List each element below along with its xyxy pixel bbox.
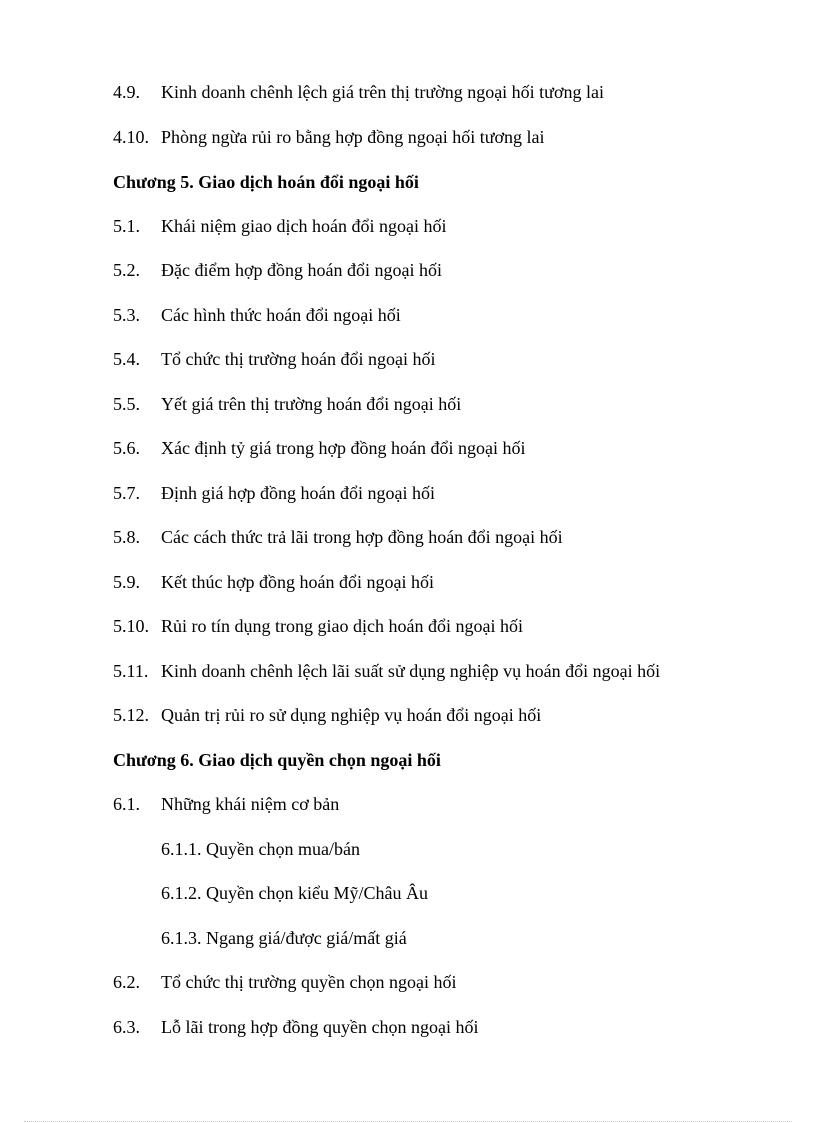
chapter-6-heading: Chương 6. Giao dịch quyền chọn ngoại hối (113, 750, 441, 770)
toc-text: Những khái niệm cơ bản (161, 794, 340, 814)
toc-number: 5.10. (113, 616, 149, 636)
toc-number: 5.2. (113, 260, 140, 280)
toc-text: Tổ chức thị trường hoán đổi ngoại hối (161, 349, 436, 369)
toc-subitem-6-1-1: 6.1.1. Quyền chọn mua/bán (161, 839, 360, 859)
toc-text: Kết thúc hợp đồng hoán đổi ngoại hối (161, 572, 434, 592)
toc-text: Đặc điểm hợp đồng hoán đổi ngoại hối (161, 260, 442, 280)
toc-item-5-6 (113, 437, 525, 459)
toc-number: 5.9. (113, 572, 140, 592)
toc-text: Tổ chức thị trường quyền chọn ngoại hối (161, 972, 457, 992)
toc-number: 5.6. (113, 438, 140, 458)
toc-item-5-4 (113, 348, 435, 370)
toc-number: 6.2. (113, 972, 140, 992)
toc-number: 5.3. (113, 305, 140, 325)
toc-text: Định giá hợp đồng hoán đổi ngoại hối (161, 483, 435, 503)
toc-number: 5.1. (113, 216, 140, 236)
toc-item-5-11 (113, 660, 660, 682)
toc-text: Các hình thức hoán đổi ngoại hối (161, 305, 401, 325)
toc-item-5-2 (113, 259, 442, 281)
toc-number: 5.11. (113, 661, 149, 681)
toc-text: Khái niệm giao dịch hoán đổi ngoại hối (161, 216, 447, 236)
toc-subitem-6-1-2: 6.1.2. Quyền chọn kiểu Mỹ/Châu Âu (161, 883, 428, 903)
toc-item-5-8 (113, 526, 563, 548)
toc-number: 4.9. (113, 82, 140, 102)
toc-item-5-9 (113, 571, 434, 593)
toc-text: Lỗ lãi trong hợp đồng quyền chọn ngoại hối (161, 1017, 479, 1037)
toc-subitem-6-1-3: 6.1.3. Ngang giá/được giá/mất giá (161, 928, 407, 948)
toc-number: 5.8. (113, 527, 140, 547)
chapter-5-heading: Chương 5. Giao dịch hoán đổi ngoại hối (113, 172, 419, 192)
toc-text: Kinh doanh chênh lệch lãi suất sử dụng nghiệp vụ hoán đổi ngoại hối (161, 661, 661, 681)
toc-number: 5.5. (113, 394, 140, 414)
toc-number: 6.1. (113, 794, 140, 814)
toc-number: 4.10. (113, 127, 149, 147)
toc-item-4-9 (113, 81, 604, 103)
toc-text: Xác định tỷ giá trong hợp đồng hoán đổi ngoại hối (161, 438, 526, 458)
toc-item-6-1 (113, 793, 339, 815)
toc-item-5-1 (113, 215, 446, 237)
toc-text: Kinh doanh chênh lệch giá trên thị trường ngoại hối tương lai (161, 82, 604, 102)
toc-text: Phòng ngừa rủi ro bằng hợp đồng ngoại hối tương lai (161, 127, 545, 147)
toc-number: 5.4. (113, 349, 140, 369)
toc-item-6-2 (113, 971, 456, 993)
toc-text: Quản trị rủi ro sử dụng nghiệp vụ hoán đổi ngoại hối (161, 705, 542, 725)
toc-item-5-12 (113, 704, 541, 726)
toc-number: 5.7. (113, 483, 140, 503)
page-bottom-divider (24, 1121, 792, 1122)
toc-item-5-10 (113, 615, 523, 637)
toc-number: 5.12. (113, 705, 149, 725)
toc-number: 6.3. (113, 1017, 140, 1037)
toc-text: Yết giá trên thị trường hoán đổi ngoại hối (161, 394, 462, 414)
toc-item-5-5 (113, 393, 461, 415)
toc-item-5-7 (113, 482, 435, 504)
toc-item-6-3 (113, 1016, 478, 1038)
toc-text: Rủi ro tín dụng trong giao dịch hoán đổi ngoại hối (161, 616, 523, 636)
toc-item-4-10 (113, 126, 545, 148)
toc-item-5-3 (113, 304, 401, 326)
toc-text: Các cách thức trả lãi trong hợp đồng hoán đổi ngoại hối (161, 527, 563, 547)
